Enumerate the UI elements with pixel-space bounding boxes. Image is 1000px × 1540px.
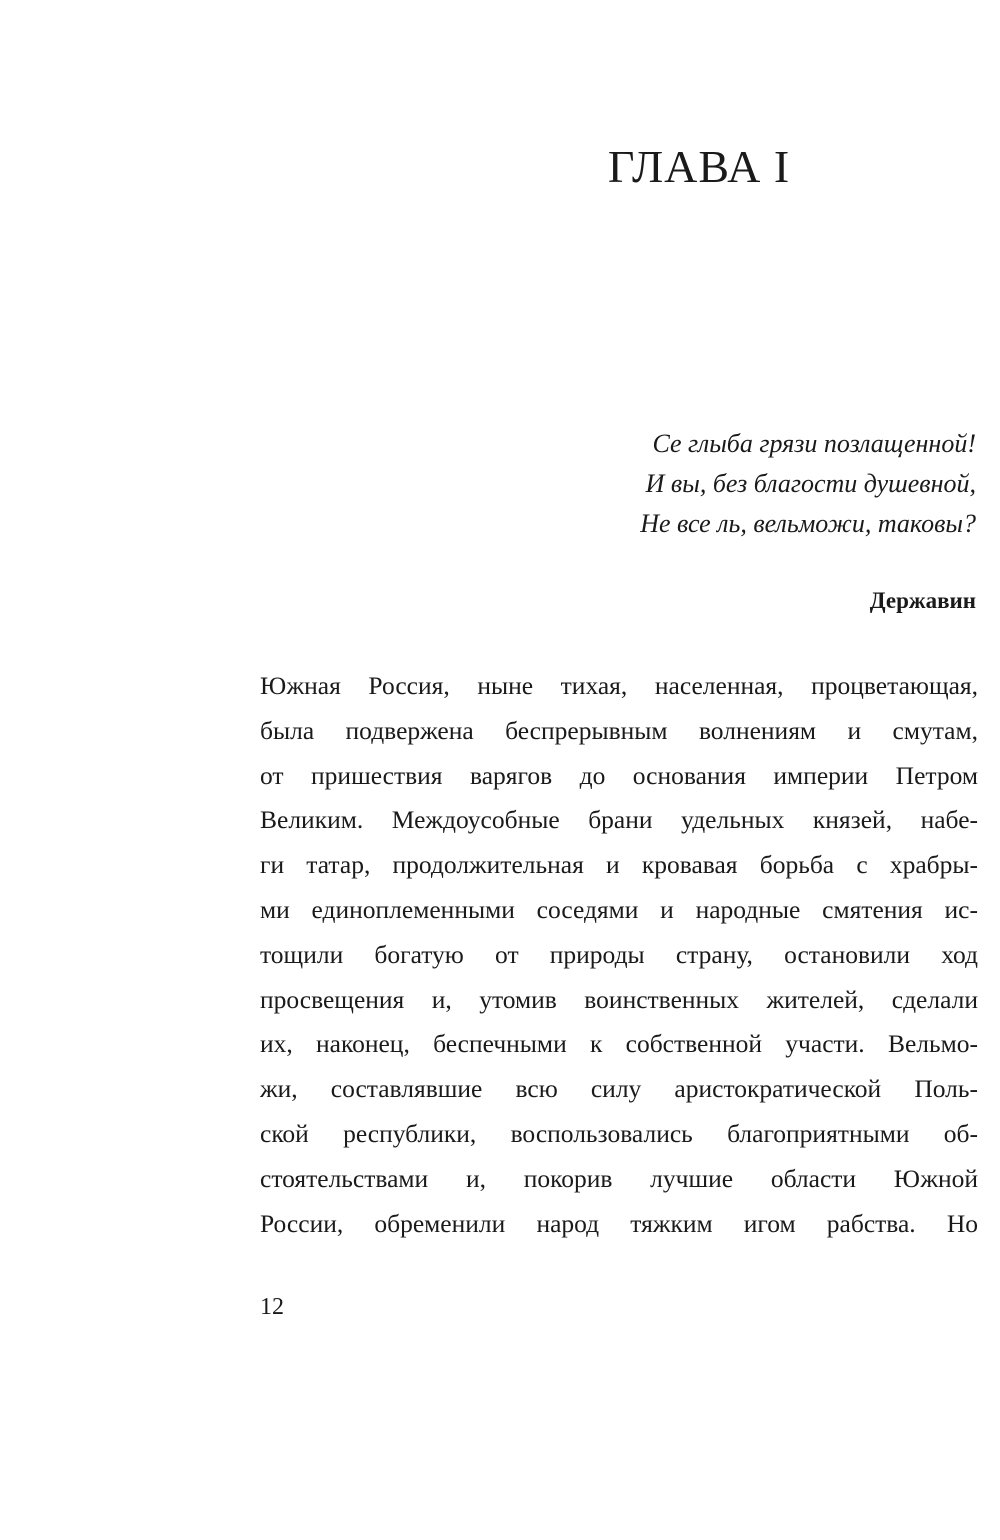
text-line: ской республики, воспользовались благоприятными об- — [260, 1118, 978, 1148]
text-line: стоятельствами и, покорив лучшие области Южной — [260, 1163, 978, 1193]
text-line: была подвержена беспрерывным волнениям и смутам, — [260, 715, 978, 745]
text-line: жи, составлявшие всю силу аристократической Поль- — [260, 1074, 978, 1104]
text-line: Великим. Междоусобные брани удельных князей, набе- — [260, 805, 978, 835]
text-line: ги татар, продолжительная и кровавая борьба с храбры- — [260, 850, 978, 880]
epigraph-line: Не все ль, вельможи, таковы? — [640, 509, 976, 538]
text-line: Южная Россия, ныне тихая, населенная, процветающая, — [260, 671, 978, 700]
text-line: России, обременили народ тяжким игом рабства. Но — [260, 1208, 978, 1238]
epigraph-line: И вы, без благости душевной, — [645, 469, 976, 498]
body-paragraph — [260, 664, 978, 1246]
text-line: тощили богатую от природы страну, остановили ход — [260, 939, 978, 969]
epigraph-line: Се глыба грязи позлащенной! — [652, 429, 976, 458]
epigraph-author: Державин — [869, 588, 976, 613]
chapter-title: ГЛАВА I — [607, 141, 791, 192]
epigraph — [640, 424, 976, 544]
text-line: просвещения и, утомив воинственных жителей, сделали — [260, 984, 978, 1014]
page-number: 12 — [260, 1294, 284, 1320]
text-line: ми единоплеменными соседями и народные смятения ис- — [260, 894, 978, 924]
text-line: их, наконец, беспечными к собственной участи. Вельмо- — [260, 1029, 978, 1059]
text-line: от пришествия варягов до основания империи Петром — [260, 760, 978, 790]
